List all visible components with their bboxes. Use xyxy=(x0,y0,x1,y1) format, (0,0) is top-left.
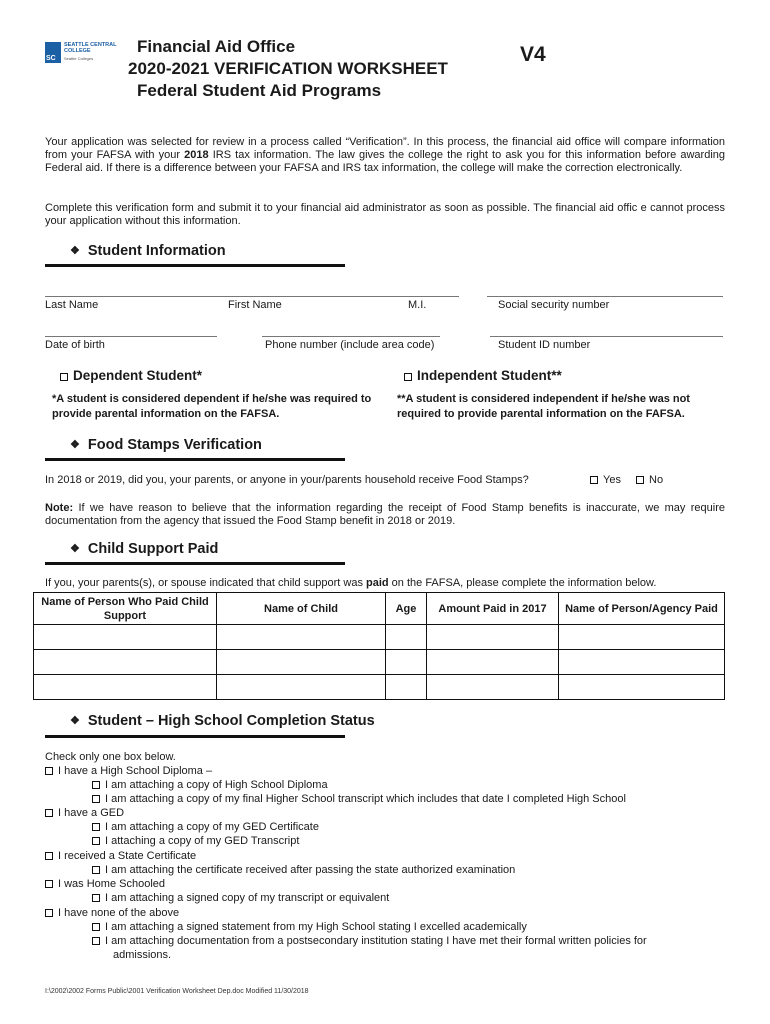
independent-note: **A student is considered independent if he/she was not required to provide parental information on the FAFSA. xyxy=(397,393,690,420)
table-cell[interactable] xyxy=(34,675,217,700)
table-cell[interactable] xyxy=(559,675,725,700)
col-child: Name of Child xyxy=(217,593,386,625)
student-id-label: Student ID number xyxy=(498,339,591,351)
col-amount: Amount Paid in 2017 xyxy=(427,593,559,625)
dependent-note: *A student is considered dependent if he/she was required to provide parental information on the FAFSA. xyxy=(52,393,372,420)
option-home-schooled[interactable]: I was Home Schooled xyxy=(45,877,165,891)
table-cell[interactable] xyxy=(386,625,427,650)
table-cell[interactable] xyxy=(559,625,725,650)
checkbox-icon xyxy=(92,795,100,803)
intro-paragraph: Your application was selected for review in a process called “Verification”. In this process, the financial aid office will compare information from your FAFSA with your 2018 IRS tax information. The law gives the college the right to ask you for this information before awarding Federal aid. If there is a difference between your FAFSA and IRS tax information, the college will make the correction electronically. xyxy=(45,136,725,174)
ssn-line[interactable] xyxy=(487,296,723,297)
section-rule xyxy=(45,735,345,738)
col-payer: Name of Person Who Paid Child Support xyxy=(34,593,217,625)
ssn-label: Social security number xyxy=(498,299,610,311)
table-cell[interactable] xyxy=(559,650,725,675)
version-label: V4 xyxy=(520,43,546,66)
table-cell[interactable] xyxy=(217,675,386,700)
table-cell[interactable] xyxy=(34,625,217,650)
dependent-student-option[interactable]: Dependent Student* xyxy=(60,368,202,383)
suboption-final-transcript[interactable]: I am attaching a copy of my final Higher School transcript which includes that date I completed High School xyxy=(92,792,626,806)
checkbox-icon xyxy=(92,781,100,789)
food-stamps-heading: ❖ Food Stamps Verification xyxy=(70,437,262,453)
table-cell[interactable] xyxy=(386,675,427,700)
suboption-postsecondary-doc[interactable]: I am attaching documentation from a postsecondary institution stating I have met their formal written policies for xyxy=(92,934,647,948)
logo-mark-icon: SC xyxy=(45,42,61,63)
section-rule xyxy=(45,562,345,565)
checkbox-icon xyxy=(45,909,53,917)
student-info-heading: ❖ Student Information xyxy=(70,243,226,259)
college-logo xyxy=(45,42,120,64)
checkbox-icon xyxy=(45,767,53,775)
checkbox-icon[interactable] xyxy=(636,476,644,484)
food-stamps-question: In 2018 or 2019, did you, your parents, or anyone in your/parents household receive Food Stamps? xyxy=(45,474,529,486)
table-cell[interactable] xyxy=(217,650,386,675)
checkbox-icon xyxy=(45,880,53,888)
table-cell[interactable] xyxy=(34,650,217,675)
food-stamps-note: Note: If we have reason to believe that the information regarding the receipt of Food Stamp benefits is inaccurate, we may require documentation from the agency that issued the Food Stamp benefit in 2018 or 2019. xyxy=(45,502,725,527)
checkbox-icon[interactable] xyxy=(590,476,598,484)
table-cell[interactable] xyxy=(217,625,386,650)
option-none[interactable]: I have none of the above xyxy=(45,906,179,920)
checkbox-icon[interactable] xyxy=(404,373,412,381)
mi-label: M.I. xyxy=(408,299,427,311)
table-cell[interactable] xyxy=(427,675,559,700)
worksheet-title: 2020-2021 VERIFICATION WORKSHEET xyxy=(128,59,448,78)
diamond-bullet-icon: ❖ xyxy=(70,543,80,555)
table-cell[interactable] xyxy=(427,650,559,675)
logo-text: SEATTLE CENTRAL COLLEGE xyxy=(64,42,117,54)
table-cell[interactable] xyxy=(386,650,427,675)
suboption-diploma-copy[interactable]: I am attaching a copy of High School Diploma xyxy=(92,778,328,792)
last-name-label: Last Name xyxy=(45,299,99,311)
table-cell[interactable] xyxy=(427,625,559,650)
child-support-table xyxy=(33,592,725,700)
first-name-label: First Name xyxy=(228,299,282,311)
section-rule xyxy=(45,458,345,461)
checkbox-icon xyxy=(92,866,100,874)
suboption-postsecondary-cont: admissions. xyxy=(113,949,172,961)
col-age: Age xyxy=(386,593,427,625)
checkbox-icon xyxy=(92,894,100,902)
checkbox-icon xyxy=(92,923,100,931)
logo-subtext: Seattle Colleges xyxy=(64,56,94,61)
name-line[interactable] xyxy=(45,296,459,297)
phone-line[interactable] xyxy=(262,336,440,337)
diamond-bullet-icon: ❖ xyxy=(70,715,80,727)
checkbox-icon xyxy=(45,852,53,860)
diamond-bullet-icon: ❖ xyxy=(70,245,80,257)
table-header-row xyxy=(34,593,725,625)
child-support-intro: If you, your parents(s), or spouse indicated that child support was paid on the FAFSA, please complete the information below. xyxy=(45,577,657,589)
checkbox-icon xyxy=(92,823,100,831)
student-id-line[interactable] xyxy=(490,336,723,337)
suboption-ged-transcript[interactable]: I attaching a copy of my GED Transcript xyxy=(92,834,299,848)
instructions-paragraph: Complete this verification form and submit it to your financial aid administrator as soon as possible. The financial aid offic e cannot process your application without this information. xyxy=(45,202,725,227)
option-hs-diploma[interactable]: I have a High School Diploma – xyxy=(45,764,212,778)
yes-option[interactable]: Yes xyxy=(590,474,621,486)
section-rule xyxy=(45,264,345,267)
checkbox-icon xyxy=(45,809,53,817)
no-option[interactable]: No xyxy=(636,474,663,486)
independent-student-option[interactable]: Independent Student** xyxy=(404,368,562,383)
suboption-ged-certificate[interactable]: I am attaching a copy of my GED Certificate xyxy=(92,820,319,834)
phone-label: Phone number (include area code) xyxy=(265,339,435,351)
checkbox-icon[interactable] xyxy=(60,373,68,381)
footer-path: I:\2002\2002 Forms Public\2001 Verification Worksheet Dep.doc Modified 11/30/2018 xyxy=(45,988,309,995)
option-ged[interactable]: I have a GED xyxy=(45,806,124,820)
suboption-signed-statement[interactable]: I am attaching a signed statement from my High School stating I excelled academically xyxy=(92,920,527,934)
option-state-certificate[interactable]: I received a State Certificate xyxy=(45,849,196,863)
check-only-instruction: Check only one box below. xyxy=(45,751,176,763)
program-title: Federal Student Aid Programs xyxy=(137,81,382,100)
diamond-bullet-icon: ❖ xyxy=(70,439,80,451)
col-agency: Name of Person/Agency Paid xyxy=(559,593,725,625)
hs-status-heading: ❖ Student – High School Completion Status xyxy=(70,713,375,729)
dob-line[interactable] xyxy=(45,336,217,337)
checkbox-icon xyxy=(92,837,100,845)
dob-label: Date of birth xyxy=(45,339,105,351)
office-title: Financial Aid Office xyxy=(137,37,296,56)
child-support-heading: ❖ Child Support Paid xyxy=(70,541,219,557)
suboption-signed-transcript[interactable]: I am attaching a signed copy of my transcript or equivalent xyxy=(92,891,389,905)
table-row[interactable] xyxy=(34,650,725,675)
table-row[interactable] xyxy=(34,675,725,700)
checkbox-icon xyxy=(92,937,100,945)
suboption-state-exam[interactable]: I am attaching the certificate received after passing the state authorized examination xyxy=(92,863,515,877)
table-row[interactable] xyxy=(34,625,725,650)
